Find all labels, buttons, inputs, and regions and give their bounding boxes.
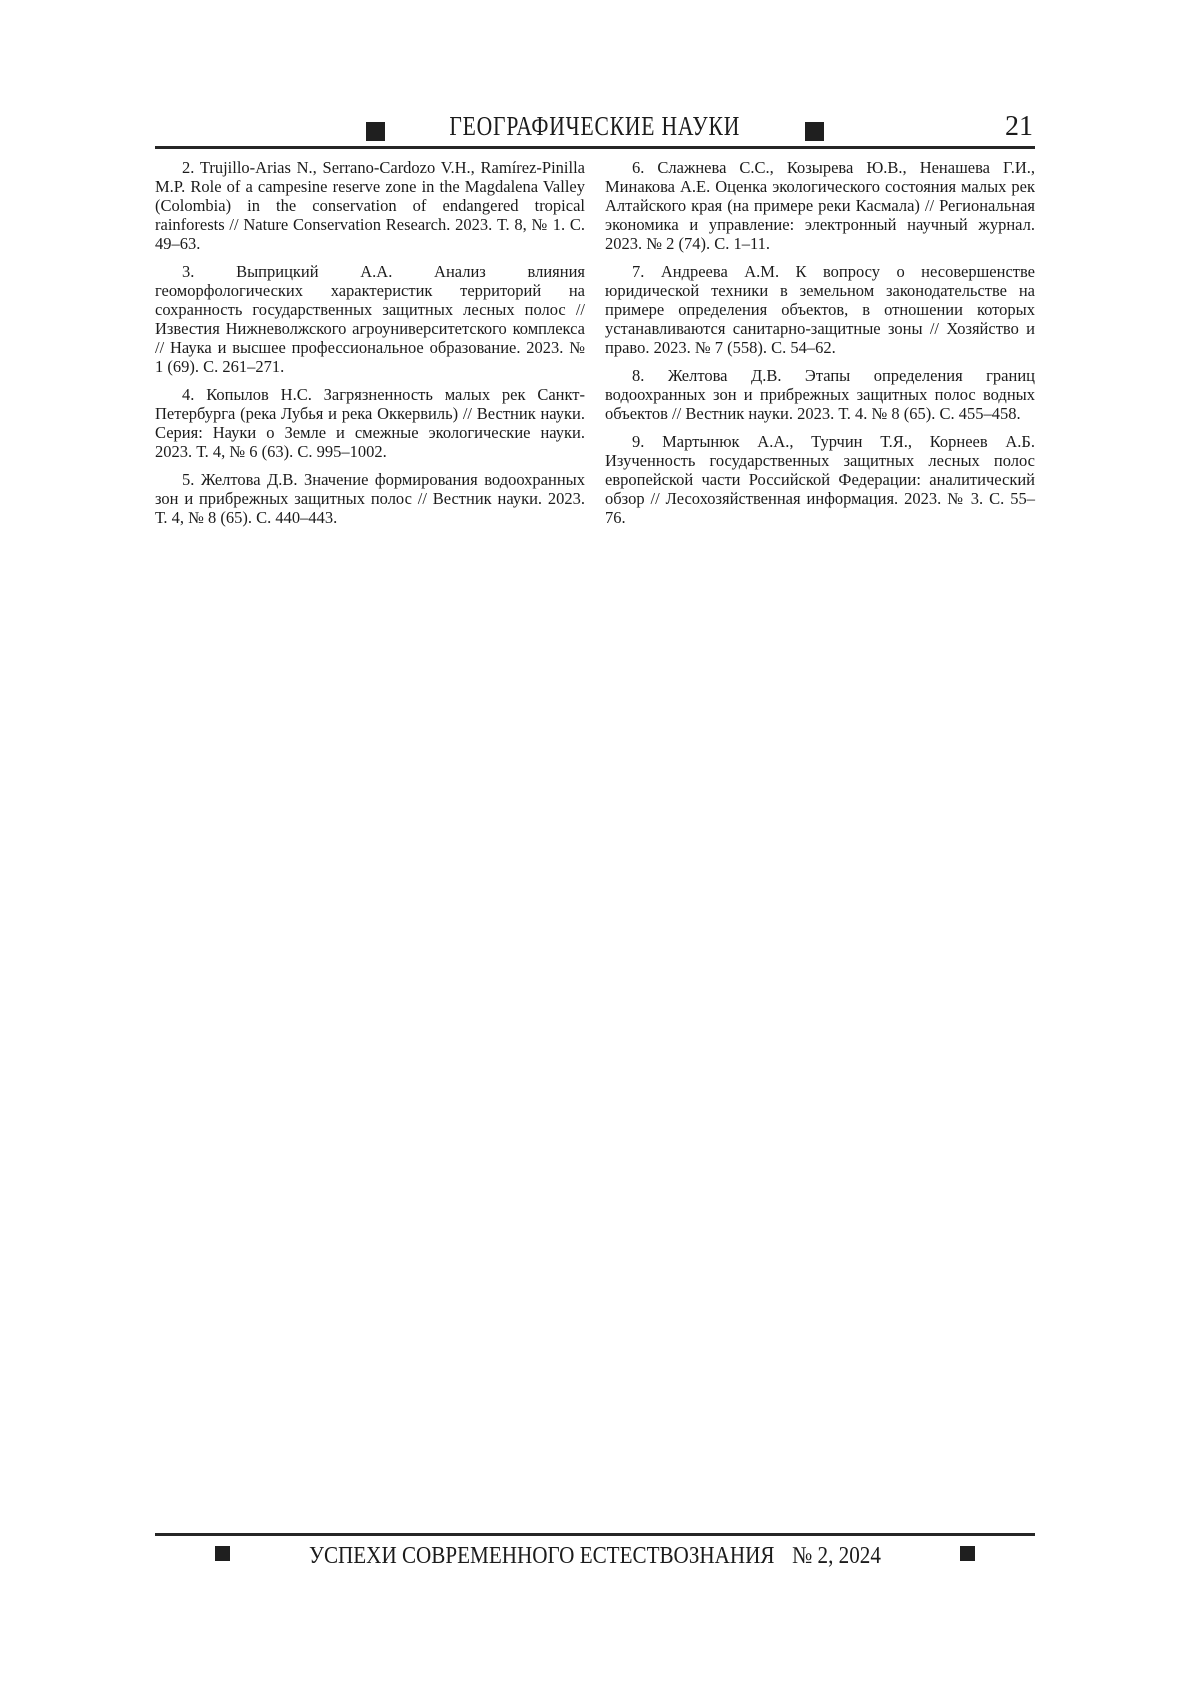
reference-item-7 [605,262,1035,357]
reference-text: Слажнева С.С., Козырева Ю.В., Ненашева Г.И., Минакова А.Е. Оценка экологического состояния малых рек Алтайского края (на примере реки Касмала) // Региональная экономика и управление: электронный научный журнал. 2023. № 2 (74). С. 1–11. [605,158,1035,253]
reference-number: 6. [632,158,645,177]
footer-right-square-icon [960,1546,975,1561]
reference-number: 7. [632,262,645,281]
reference-text: Желтова Д.В. Этапы определения границ водоохранных зон и прибрежных защитных полос водных объектов // Вестник науки. 2023. Т. 4. № 8 (65). С. 455–458. [605,366,1035,423]
left-column [155,158,585,527]
reference-number: 3. [182,262,195,281]
header-left-square-icon [366,122,385,141]
reference-number: 5. [182,470,195,489]
section-title: ГЕОГРАФИЧЕСКИЕ НАУКИ [449,111,741,141]
journal-title: УСПЕХИ СОВРЕМЕННОГО ЕСТЕСТВОЗНАНИЯ [309,1543,775,1569]
reference-number: 4. [182,385,195,404]
reference-item-6 [605,158,1035,253]
reference-text: Trujillo-Arias N., Serrano-Cardozo V.H., Ramírez-Pinilla M.P. Role of a campesine reserve zone in the Magdalena Valley (Colombia) in the conservation of endangered tropical rainforests // Nature Conservation Research. 2023. Т. 8, № 1. С. 49–63. [155,158,586,253]
reference-item-2 [155,158,585,253]
header-right-square-icon [805,122,824,141]
reference-text: Копылов Н.С. Загрязненность малых рек Санкт-Петербурга (река Лубья и река Оккервиль) // Вестник науки. Серия: Науки о Земле и смежные экологические науки. 2023. Т. 4, № 6 (63). С. 995–1002. [155,385,585,461]
page-header [155,0,1035,149]
reference-number: 8. [632,366,645,385]
reference-item-3 [155,262,585,376]
page-number: 21 [1005,111,1033,142]
references-section [155,158,1035,527]
reference-item-8 [605,366,1035,423]
page-footer [155,1533,1035,1568]
reference-text: Андреева А.М. К вопросу о несовершенстве юридической техники в земельном законодательстве на примере определения объектов, в отношении которых устанавливаются санитарно-защитные зоны // Хозяйство и право. 2023. № 7 (558). С. 54–62. [605,262,1036,357]
reference-number: 2. [182,158,195,177]
reference-number: 9. [632,432,645,451]
reference-text: Мартынюк А.А., Турчин Т.Я., Корнеев А.Б. Изученность государственных защитных лесных полос европейской части Российской Федерации: аналитический обзор // Лесохозяйственная информация. 2023. № 3. С. 55–76. [605,432,1035,527]
page-content [155,0,1035,527]
reference-item-9 [605,432,1035,527]
issue-label: № 2, 2024 [792,1543,881,1569]
reference-text: Выприцкий А.А. Анализ влияния геоморфологических характеристик территорий на сохранность государственных защитных лесных полос // Известия Нижневолжского агроуниверситетского комплекса // Наука и высшее профессиональное образование. 2023. № 1 (69). С. 261–271. [155,262,585,376]
reference-text: Желтова Д.В. Значение формирования водоохранных зон и прибрежных защитных полос // Вестник науки. 2023. Т. 4, № 8 (65). С. 440–443. [155,470,585,527]
footer-text [309,1544,881,1568]
reference-item-5 [155,470,585,527]
footer-left-square-icon [215,1546,230,1561]
reference-item-4 [155,385,585,461]
right-column [605,158,1035,527]
